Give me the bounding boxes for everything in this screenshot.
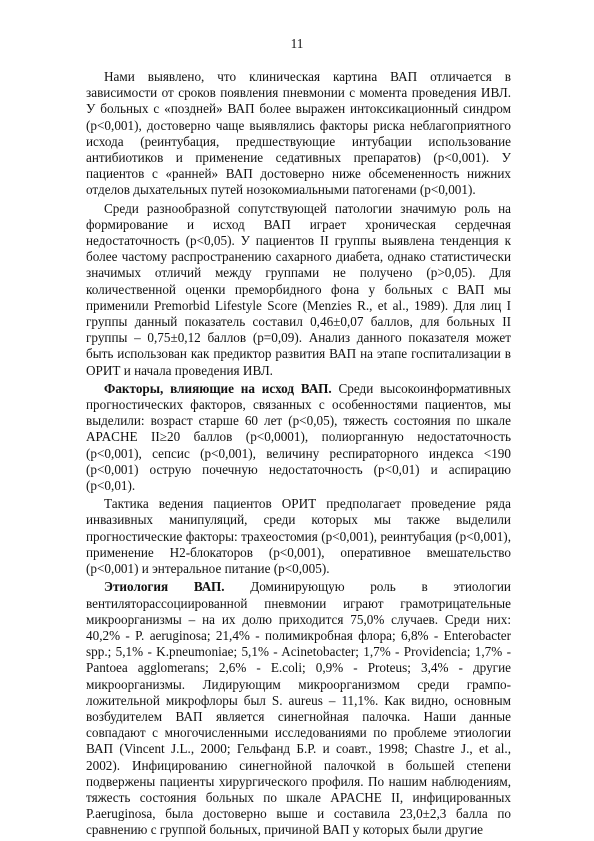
paragraph-outcome-factors <box>86 381 511 494</box>
paragraph-text: Нами выявлено, что клиническая картина ВАП отличается в зависимости от сроков появления пневмонии с момента проведения ИВЛ. У больных с «поздней» ВАП более выражен интоксикационный синдром (p<0,001), достоверно чаще выявлялись факторы риска неблагоприятного исхода (реинтубация, предшествующие интубации использование антибиотиков и применение седативных препаратов) (p<0,001). У пациентов с «ранней» ВАП достоверно ниже обсемененность нижних отделов дыхательных путей нозокомиальными патогенами (p<0,001). <box>86 69 511 198</box>
page-body <box>86 69 511 839</box>
paragraph-comorbidity <box>86 201 511 379</box>
paragraph-clinical-picture <box>86 69 511 199</box>
page-number: 11 <box>290 36 304 51</box>
section-heading-etiology: Этиология ВАП. <box>104 579 225 595</box>
paragraph-invasive-procedures <box>86 496 511 577</box>
paragraph-text: Доминирующую роль в этиологии вентиляторассоциированной пневмонии играют грамотрицательные микроорганизмы – на их долю приходится 75,0% случаев. Среди них: 40,2% - P. aeruginosa; 21,4% - полимикробная флора; 6,8% - Enterobacter spp.; 5,1% - K.pneumoniae; 5,1% - Acinetobacter; 1,7% - Providencia; 1,7% - Pantoea agglomerans; 2,6% - E.coli; 0,9% - Proteus; 3,4% - другие микроорганизмы. Лидирующим микроорганизмом среди грамположительной микрофлоры был S. aureus – 11,1%. Как видно, основным возбудителем ВАП является синегнойная палочка. Наши данные совпадают с многочисленными исследованиями по проблеме этиологии ВАП (Vincent J.L., 2000; Гельфанд Б.Р. и соавт., 1998; Chastre J., et al., 2002). Инфицированию синегнойной палочкой в большей степени подвержены пациенты хирургического профиля. По нашим наблюдениям, тяжесть состояния больных по шкале APACHE II, инфицированных P.aeruginosa, была достоверно выше и составила 23,0±2,3 балла по сравнению с группой больных, причиной ВАП у которых были другие <box>86 579 511 838</box>
paragraph-text: Среди разнообразной сопутствующей патологии значимую роль на формирование и исход ВАП играет хроническая сердечная недостаточность (p<0,05). У пациентов II группы выявлена тенденция к более частому распространению сахарного диабета, однако статистически значимых отличий между группами не получено (p>0,05). Для количественной оценки преморбидного фона у больных с ВАП мы применили Premorbid Lifestyle Score (Menzies R., et al., 1989). Для лиц I группы данный показатель составил 0,46±0,07 баллов, для больных II группы – 0,75±0,12 баллов (p=0,09). Анализ данного показателя может быть использован как предиктор развития ВАП на этапе госпитализации в ОРИТ и начала проведения ИВЛ. <box>86 200 511 378</box>
paragraph-text: Среди высокоинформативных прогностических факторов, связанных с особенностями пациентов, мы выделили: возраст старше 60 лет (p<0,05), тяжесть состояния по шкале APACHE II≥20 баллов (p<0,0001), полиорганную недостаточность (p<0,001), сепсис (p<0,001), величину респираторного индекса <190 (p<0,001) острую почечную недостаточность (p<0,01) и аспирацию (p<0,01). <box>86 380 511 494</box>
paragraph-etiology <box>86 579 511 838</box>
section-heading-outcome-factors: Факторы, влияющие на исход ВАП. <box>104 380 332 396</box>
paragraph-text: Тактика ведения пациентов ОРИТ предполагает проведение ряда инвазивных манипуляций, среди которых мы также выделили прогностические факторы: трахеостомия (p<0,001), реинтубация (p<0,001), применение H2-блокаторов (p<0,001), оперативное вмешательство (p<0,001) и энтеральное питание (p<0,005). <box>86 496 511 577</box>
